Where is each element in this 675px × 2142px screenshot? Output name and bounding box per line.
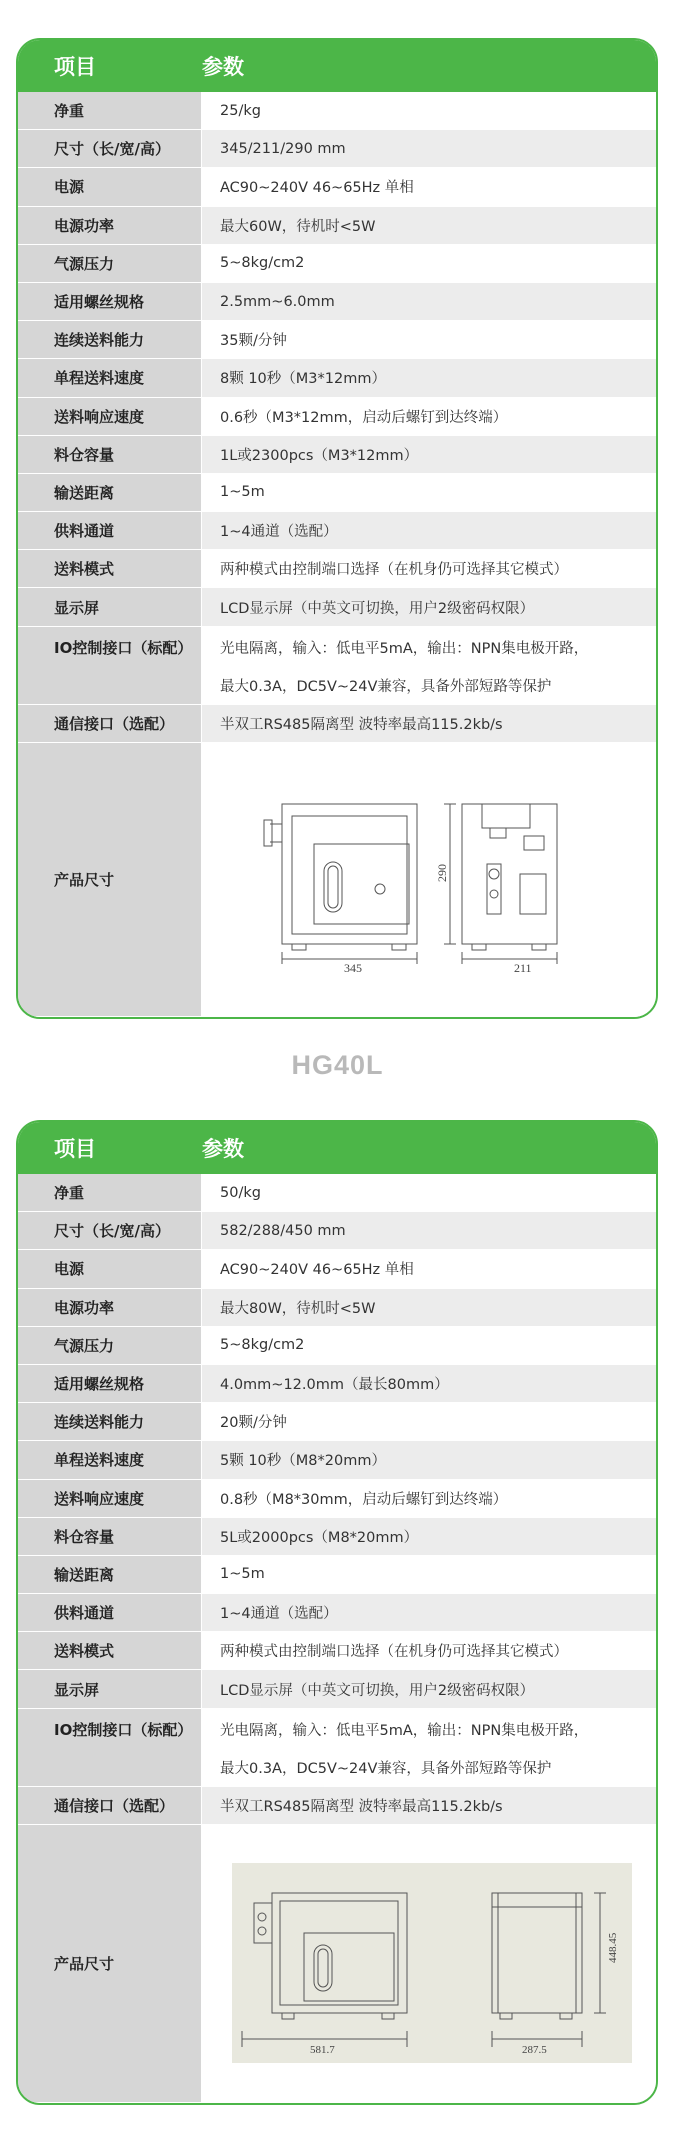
table-row <box>18 436 656 474</box>
table-row <box>18 474 656 512</box>
product-dimension-drawing <box>232 764 632 994</box>
table-row <box>18 1709 656 1787</box>
product-dimension-drawing <box>232 1863 632 2063</box>
row-value-line-1: 光电隔离，输入：低电平5mA，输出：NPN集电极开路， <box>220 640 589 657</box>
row-label: 单程送料速度 <box>18 1441 202 1478</box>
table-row <box>18 743 656 1017</box>
table-row <box>18 92 656 130</box>
row-value: 半双工RS485隔离型 波特率最高115.2kb/s <box>202 1787 656 1824</box>
row-value: 半双工RS485隔离型 波特率最高115.2kb/s <box>202 705 656 742</box>
model-title: HG40L <box>291 1050 384 1080</box>
row-label: 净重 <box>18 92 202 129</box>
table-row <box>18 512 656 550</box>
row-label: 供料通道 <box>18 1594 202 1631</box>
table-body <box>18 92 656 1017</box>
row-label: IO控制接口（标配） <box>18 1709 202 1786</box>
row-label: 尺寸（长/宽/高） <box>18 1212 202 1249</box>
row-label: 送料响应速度 <box>18 398 202 435</box>
table-row <box>18 1787 656 1825</box>
table-row <box>18 168 656 206</box>
row-value: 0.8秒（M8*30mm，启动后螺钉到达终端） <box>202 1480 656 1517</box>
table-row <box>18 207 656 245</box>
table-row <box>18 1365 656 1403</box>
row-label: 气源压力 <box>18 1327 202 1364</box>
row-value: 1~5m <box>202 474 656 511</box>
row-value <box>202 1709 656 1786</box>
row-value: 两种模式由控制端口选择（在机身仍可选择其它模式） <box>202 1632 656 1669</box>
dim-length: 581.7 <box>310 2044 335 2057</box>
row-value: 35颗/分钟 <box>202 321 656 358</box>
table-row <box>18 1670 656 1708</box>
row-label: 供料通道 <box>18 512 202 549</box>
row-label: 送料模式 <box>18 1632 202 1669</box>
row-label: 产品尺寸 <box>18 743 202 1016</box>
row-value: 5颗 10秒（M8*20mm） <box>202 1441 656 1478</box>
dim-length: 345 <box>344 961 362 976</box>
row-value: 345/211/290 mm <box>202 130 656 167</box>
table-row <box>18 627 656 705</box>
row-value: 最大60W，待机时<5W <box>202 207 656 244</box>
row-value: 1~4通道（选配） <box>202 512 656 549</box>
table-row <box>18 1289 656 1327</box>
row-label: 通信接口（选配） <box>18 1787 202 1824</box>
row-label: 显示屏 <box>18 1670 202 1707</box>
row-label: 显示屏 <box>18 588 202 625</box>
row-label: 电源 <box>18 1250 202 1287</box>
row-value: 582/288/450 mm <box>202 1212 656 1249</box>
table-row <box>18 1825 656 2103</box>
row-value-line-2: 最大0.3A，DC5V~24V兼容，具备外部短路等保护 <box>220 1760 552 1777</box>
row-value: 最大80W，待机时<5W <box>202 1289 656 1326</box>
row-label: 电源功率 <box>18 1289 202 1326</box>
table-row <box>18 398 656 436</box>
row-label: 电源功率 <box>18 207 202 244</box>
row-value-line-2: 最大0.3A，DC5V~24V兼容，具备外部短路等保护 <box>220 678 552 695</box>
table-row <box>18 1250 656 1288</box>
row-label: IO控制接口（标配） <box>18 627 202 704</box>
table-row <box>18 359 656 397</box>
table-row <box>18 1174 656 1212</box>
row-label: 连续送料能力 <box>18 321 202 358</box>
row-label: 料仓容量 <box>18 1518 202 1555</box>
table-row <box>18 245 656 283</box>
table-row <box>18 283 656 321</box>
table-row <box>18 1403 656 1441</box>
row-label: 适用螺丝规格 <box>18 283 202 320</box>
row-value: 5~8kg/cm2 <box>202 1327 656 1364</box>
spec-table-1 <box>16 38 658 1019</box>
row-value: AC90~240V 46~65Hz 单相 <box>202 168 656 205</box>
row-value: 4.0mm~12.0mm（最长80mm） <box>202 1365 656 1402</box>
header-param: 参数 <box>202 55 244 79</box>
row-label: 料仓容量 <box>18 436 202 473</box>
dim-height: 448.45 <box>607 1933 619 1964</box>
row-label: 输送距离 <box>18 1556 202 1593</box>
row-value-line-1: 光电隔离，输入：低电平5mA，输出：NPN集电极开路， <box>220 1722 589 1739</box>
header-item: 项目 <box>54 55 96 79</box>
header-param: 参数 <box>202 1137 244 1161</box>
table-row <box>18 130 656 168</box>
row-value: 1L或2300pcs（M3*12mm） <box>202 436 656 473</box>
row-value <box>202 1825 656 2102</box>
header-item: 项目 <box>54 1137 96 1161</box>
row-value: 5~8kg/cm2 <box>202 245 656 282</box>
row-label: 气源压力 <box>18 245 202 282</box>
row-value: 0.6秒（M3*12mm，启动后螺钉到达终端） <box>202 398 656 435</box>
table-row <box>18 1212 656 1250</box>
table-row <box>18 1327 656 1365</box>
table-row <box>18 321 656 359</box>
row-value: 20颗/分钟 <box>202 1403 656 1440</box>
row-value: AC90~240V 46~65Hz 单相 <box>202 1250 656 1287</box>
row-value <box>202 743 656 1016</box>
row-label: 适用螺丝规格 <box>18 1365 202 1402</box>
spec-table-2 <box>16 1120 658 2105</box>
table-row <box>18 1594 656 1632</box>
row-label: 电源 <box>18 168 202 205</box>
table-row <box>18 550 656 588</box>
row-label: 送料模式 <box>18 550 202 587</box>
dim-width: 287.5 <box>522 2044 547 2057</box>
row-value: 25/kg <box>202 92 656 129</box>
row-value: 两种模式由控制端口选择（在机身仍可选择其它模式） <box>202 550 656 587</box>
table-body <box>18 1174 656 2103</box>
row-label: 尺寸（长/宽/高） <box>18 130 202 167</box>
row-value: 2.5mm~6.0mm <box>202 283 656 320</box>
row-value: 5L或2000pcs（M8*20mm） <box>202 1518 656 1555</box>
table-header <box>18 1122 656 1174</box>
table-row <box>18 1441 656 1479</box>
row-value: 8颗 10秒（M3*12mm） <box>202 359 656 396</box>
table-row <box>18 1632 656 1670</box>
row-value: LCD显示屏（中英文可切换，用户2级密码权限） <box>202 588 656 625</box>
row-value: 50/kg <box>202 1174 656 1211</box>
row-label: 送料响应速度 <box>18 1480 202 1517</box>
row-value <box>202 627 656 704</box>
row-label: 产品尺寸 <box>18 1825 202 2102</box>
row-value: LCD显示屏（中英文可切换，用户2级密码权限） <box>202 1670 656 1707</box>
dim-width: 211 <box>514 961 532 976</box>
table-row <box>18 588 656 626</box>
table-row <box>18 705 656 743</box>
dim-height: 290 <box>435 864 449 883</box>
row-value: 1~4通道（选配） <box>202 1594 656 1631</box>
row-value: 1~5m <box>202 1556 656 1593</box>
row-label: 净重 <box>18 1174 202 1211</box>
table-header <box>18 40 656 92</box>
row-label: 输送距离 <box>18 474 202 511</box>
table-row <box>18 1518 656 1556</box>
row-label: 连续送料能力 <box>18 1403 202 1440</box>
row-label: 通信接口（选配） <box>18 705 202 742</box>
table-row <box>18 1556 656 1594</box>
row-label: 单程送料速度 <box>18 359 202 396</box>
table-row <box>18 1480 656 1518</box>
